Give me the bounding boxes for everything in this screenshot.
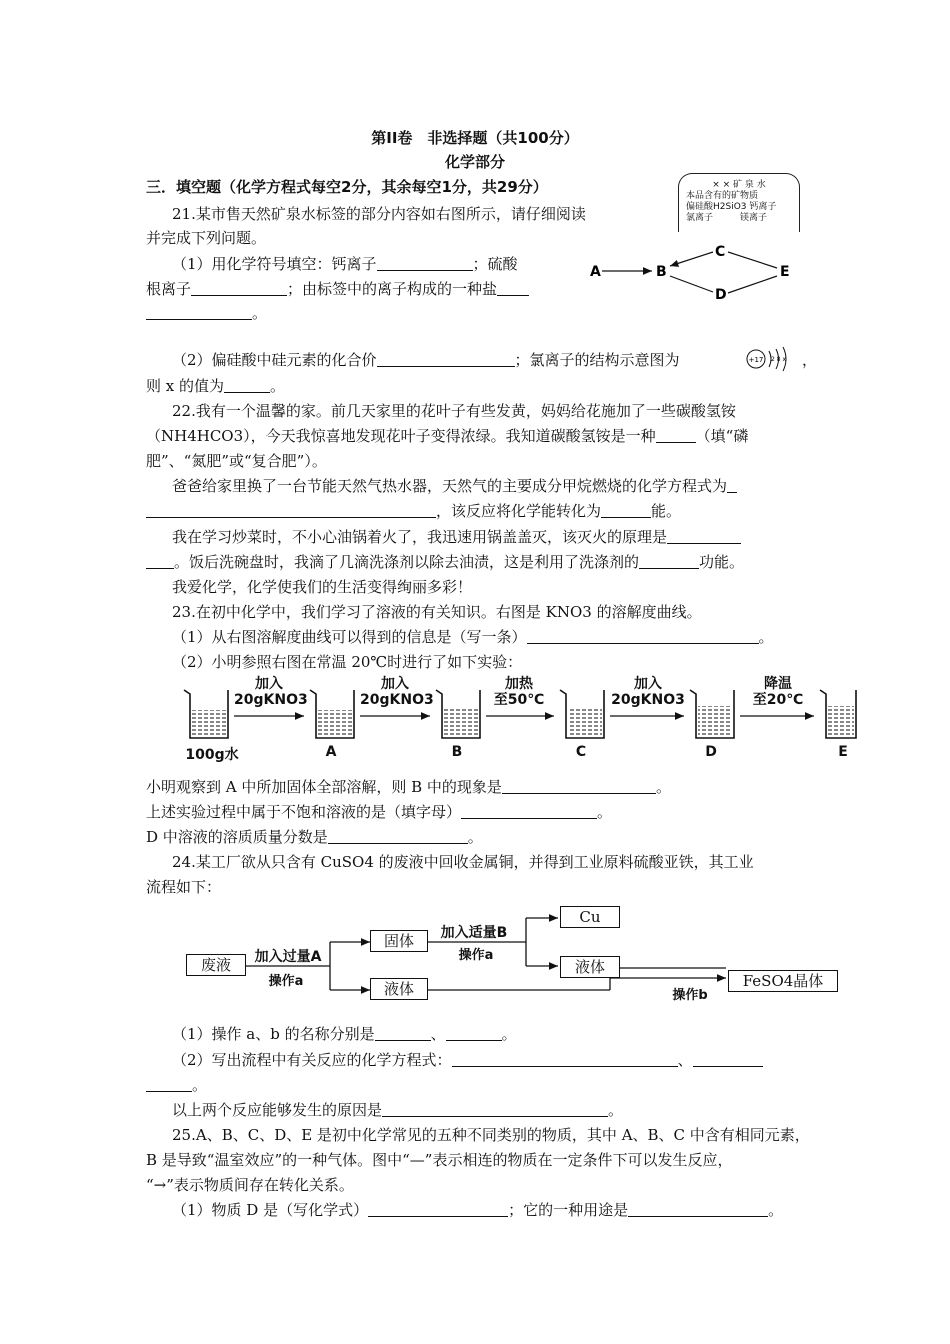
q24-text-p1e: 。	[501, 1025, 517, 1043]
subject-title: 化学部分	[444, 153, 505, 171]
node-e: E	[780, 264, 790, 280]
q21-p1-text-d: ；由标签中的离子构成的一种盐	[287, 280, 498, 298]
q21-p2-comma: ，	[802, 351, 818, 369]
beaker-d	[690, 690, 734, 738]
flow-waste-box: 废液	[186, 954, 246, 976]
beaker-label-c: C	[575, 744, 587, 760]
answer-blank-solubility-info[interactable]	[527, 629, 759, 644]
label-title: × × 矿 泉 水	[712, 180, 766, 190]
answer-blank-detergent-function[interactable]	[639, 554, 699, 569]
answer-blank-methane-equation-a[interactable]	[727, 478, 737, 493]
q21-p1-text-a: （1）用化学符号填空：钙离子	[172, 255, 377, 273]
q22-line4	[172, 476, 737, 496]
q21-p1-text-c: 根离子	[146, 280, 192, 298]
shell-electrons: 2 8 x	[771, 356, 786, 363]
q22-line8: 我爱化学，化学使我们的生活变得绚丽多彩！	[172, 578, 473, 596]
line-c-e	[728, 252, 777, 268]
q23-line1: 23.在初中化学中，我们学习了溶液的有关知识。右图是 KNO3 的溶解度曲线。	[172, 603, 702, 621]
flow-liquid2-box: 液体	[560, 956, 620, 978]
answer-blank-x-value[interactable]	[224, 378, 270, 393]
q23-text-6e: 。	[467, 828, 483, 846]
q23-text-5: 上述实验过程中属于不饱和溶液的是（填字母）	[146, 803, 462, 821]
beaker-c	[560, 690, 604, 738]
q25-line3: “→”表示物质间存在转化关系。	[146, 1176, 354, 1194]
label-line1: 本品含有的矿物质	[686, 191, 759, 201]
q24-text-p2e: 。	[192, 1076, 208, 1094]
q24-part3-line	[172, 1100, 623, 1120]
mineral-water-label	[678, 173, 800, 232]
q24-line1: 24.某工厂欲从只含有 CuSO4 的废液中回收金属铜，并得到工业原料硫酸亚铁，其工业	[172, 853, 754, 871]
flow-liquid1-box: 液体	[370, 978, 428, 1000]
q23-text-6: D 中溶液的溶质质量分数是	[146, 828, 328, 846]
step3-label: 加热 至50℃	[493, 676, 545, 708]
q22-line2	[146, 426, 748, 446]
q23-line6	[146, 827, 483, 847]
answer-blank-unsaturated[interactable]	[461, 804, 597, 819]
q21-p1-text-b: ；硫酸	[472, 255, 518, 273]
q21-p2-text-b: ；氯离子的结构示意图为	[514, 351, 680, 369]
nucleus-charge: +17	[748, 356, 764, 364]
q22-line1: 22.我有一个温馨的家。前几天家里的花叶子有些发黄，妈妈给花施加了一些碳酸氢铵	[172, 402, 736, 420]
node-a: A	[590, 264, 601, 280]
q24-line2: 流程如下：	[146, 878, 222, 896]
q25-text-p1m: ；它的一种用途是	[508, 1201, 629, 1219]
step1-label: 加入 20gKNO3	[234, 676, 308, 708]
beaker-label-e: E	[838, 744, 848, 760]
q22-text-7a: 。饭后洗碗盘时，我滴了几滴洗涤剂以除去油渍，这是利用了洗涤剂的	[174, 553, 640, 571]
q24-part2-line	[172, 1050, 763, 1070]
beaker-label-d: D	[705, 744, 717, 760]
label-line3: 氯离子 镁离子	[686, 213, 768, 223]
relation-diagram	[580, 238, 800, 304]
q21-part1-line2	[146, 279, 529, 299]
flow-crystal-box: FeSO4晶体	[728, 970, 838, 992]
answer-blank-methane-equation-b[interactable]	[146, 503, 436, 518]
volume-title: 第II卷 非选择题（共100分）	[371, 129, 579, 147]
q23-text-5e: 。	[597, 803, 613, 821]
answer-blank-energy-form[interactable]	[601, 503, 651, 518]
q23-line3: （2）小明参照右图在常温 20℃时进行了如下实验：	[172, 653, 523, 671]
q25-text-p1: （1）物质 D 是（写化学式）	[172, 1201, 369, 1219]
q23-text-2: （1）从右图溶解度曲线可以得到的信息是（写一条）	[172, 628, 527, 646]
q21-intro: 21.某市售天然矿泉水标签的部分内容如右图所示，请仔细阅读	[172, 205, 586, 223]
q22-line7	[146, 552, 744, 572]
answer-blank-operation-b[interactable]	[446, 1026, 502, 1041]
q24-text-p3: 以上两个反应能够发生的原因是	[172, 1101, 383, 1119]
line-b-d	[670, 276, 713, 292]
answer-blank-salt-a[interactable]	[497, 281, 529, 296]
q22-line6	[172, 527, 741, 547]
answer-blank-d-use[interactable]	[628, 1202, 768, 1217]
q21-p2-text-a: （2）偏硅酸中硅元素的化合价	[172, 351, 377, 369]
step4-label: 加入 20gKNO3	[611, 676, 685, 708]
q22-line5	[146, 501, 681, 521]
q21-p2-text-d: 则 x 的值为	[146, 377, 224, 395]
q21-part2-line2	[146, 376, 285, 396]
node-d: D	[715, 287, 727, 303]
q21-p2-text-e: 。	[270, 377, 286, 395]
q21-intro-2: 并完成下列问题。	[146, 229, 267, 247]
flow-add-a-label: 加入过量A	[254, 949, 322, 965]
line-d-e	[728, 276, 777, 293]
beaker-b	[436, 690, 480, 738]
q22-text-6: 我在学习炒菜时，不小心油锅着火了，我迅速用锅盖盖灭，该灭火的原理是	[172, 528, 668, 546]
node-b: B	[656, 264, 667, 280]
q24-text-p1: （1）操作 a、b 的名称分别是	[172, 1025, 375, 1043]
q23-line5	[146, 802, 612, 822]
q24-part2-line2	[146, 1075, 207, 1095]
q24-text-p2: （2）写出流程中有关反应的化学方程式：	[172, 1051, 452, 1069]
flow-op-a2-label: 操作a	[458, 948, 494, 963]
answer-blank-mass-fraction[interactable]	[328, 829, 468, 844]
label-line2: 偏硅酸H2SiO3 钙离子	[686, 202, 777, 212]
q25-line1: 25.A、B、C、D、E 是初中化学常见的五种不同类别的物质，其中 A、B、C 中含有相同元素，	[172, 1126, 810, 1144]
q24-text-p3e: 。	[608, 1101, 624, 1119]
flow-solid-box: 固体	[370, 930, 428, 952]
answer-blank-substance-d[interactable]	[368, 1202, 508, 1217]
q23-text-4: 小明观察到 A 中所加固体全部溶解，则 B 中的现象是	[146, 778, 502, 796]
answer-blank-equation-2b[interactable]	[146, 1077, 192, 1092]
q23-line2	[172, 627, 774, 647]
flow-add-b-label: 加入适量B	[440, 925, 508, 941]
q22-text-7b: 功能。	[699, 553, 745, 571]
beaker-label-water: 100g水	[185, 747, 239, 763]
flow-cu-box: Cu	[560, 906, 620, 928]
answer-blank-operation-a[interactable]	[375, 1026, 431, 1041]
node-c: C	[715, 244, 726, 260]
answer-blank-extinguish-principle-b[interactable]	[146, 554, 174, 569]
beaker-label-a: A	[325, 744, 337, 760]
q22-line3: 肥”、“氮肥”或“复合肥”）。	[146, 452, 327, 470]
answer-blank-equation-1[interactable]	[452, 1052, 678, 1067]
answer-blank-silicon-valence[interactable]	[377, 352, 515, 367]
answer-blank-sulfate-ion[interactable]	[191, 281, 287, 296]
q23-line4	[146, 777, 671, 797]
q25-line2: B 是导致“温室效应”的一种气体。图中“—”表示相连的物质在一定条件下可以发生反应，	[146, 1151, 733, 1169]
flow-op-b-label: 操作b	[672, 988, 708, 1003]
q22-text-4: 爸爸给家里换了一台节能天然气热水器，天然气的主要成分甲烷燃烧的化学方程式为	[172, 477, 728, 495]
answer-blank-reaction-reason[interactable]	[382, 1102, 608, 1117]
q21-part1-line3	[146, 303, 267, 323]
answer-blank-equation-2a[interactable]	[693, 1052, 763, 1067]
q21-part2-line	[172, 350, 680, 370]
q24-part1-line	[172, 1024, 517, 1044]
arrow-c-b	[670, 252, 713, 266]
answer-blank-b-phenomenon[interactable]	[502, 779, 656, 794]
section-title: 三．填空题（化学方程式每空2分，其余每空1分，共29分）	[146, 178, 548, 196]
answer-blank-extinguish-principle-a[interactable]	[667, 529, 741, 544]
chloride-ion-structure-diagram	[745, 346, 799, 372]
beaker-water	[184, 690, 228, 738]
answer-blank-salt-b[interactable]	[146, 305, 252, 320]
q21-p1-text-e: 。	[252, 304, 268, 322]
q23-text-2e: 。	[758, 628, 774, 646]
q25-part1-line	[172, 1200, 783, 1220]
step5-label: 降温 至20℃	[752, 676, 804, 708]
q22-text-5b: 能。	[651, 502, 682, 520]
q22-text-2b: （填“磷	[695, 427, 749, 445]
beaker-label-b: B	[451, 744, 463, 760]
answer-blank-fertilizer-type[interactable]	[656, 428, 696, 443]
flow-op-a1-label: 操作a	[268, 974, 304, 989]
q24-text-p2m: 、	[677, 1051, 693, 1069]
q24-text-p1m: 、	[430, 1025, 446, 1043]
q25-text-p1e: 。	[768, 1201, 784, 1219]
beaker-a	[310, 690, 354, 738]
q22-text-2a: （NH4HCO3），今天我惊喜地发现花叶子变得浓绿。我知道碳酸氢铵是一种	[146, 427, 656, 445]
q22-text-5a: ，该反应将化学能转化为	[436, 502, 602, 520]
answer-blank-calcium-ion[interactable]	[377, 256, 473, 271]
q23-text-4e: 。	[655, 778, 671, 796]
step2-label: 加入 20gKNO3	[360, 676, 434, 708]
beaker-e	[820, 690, 856, 738]
q21-part1-line	[172, 254, 518, 274]
